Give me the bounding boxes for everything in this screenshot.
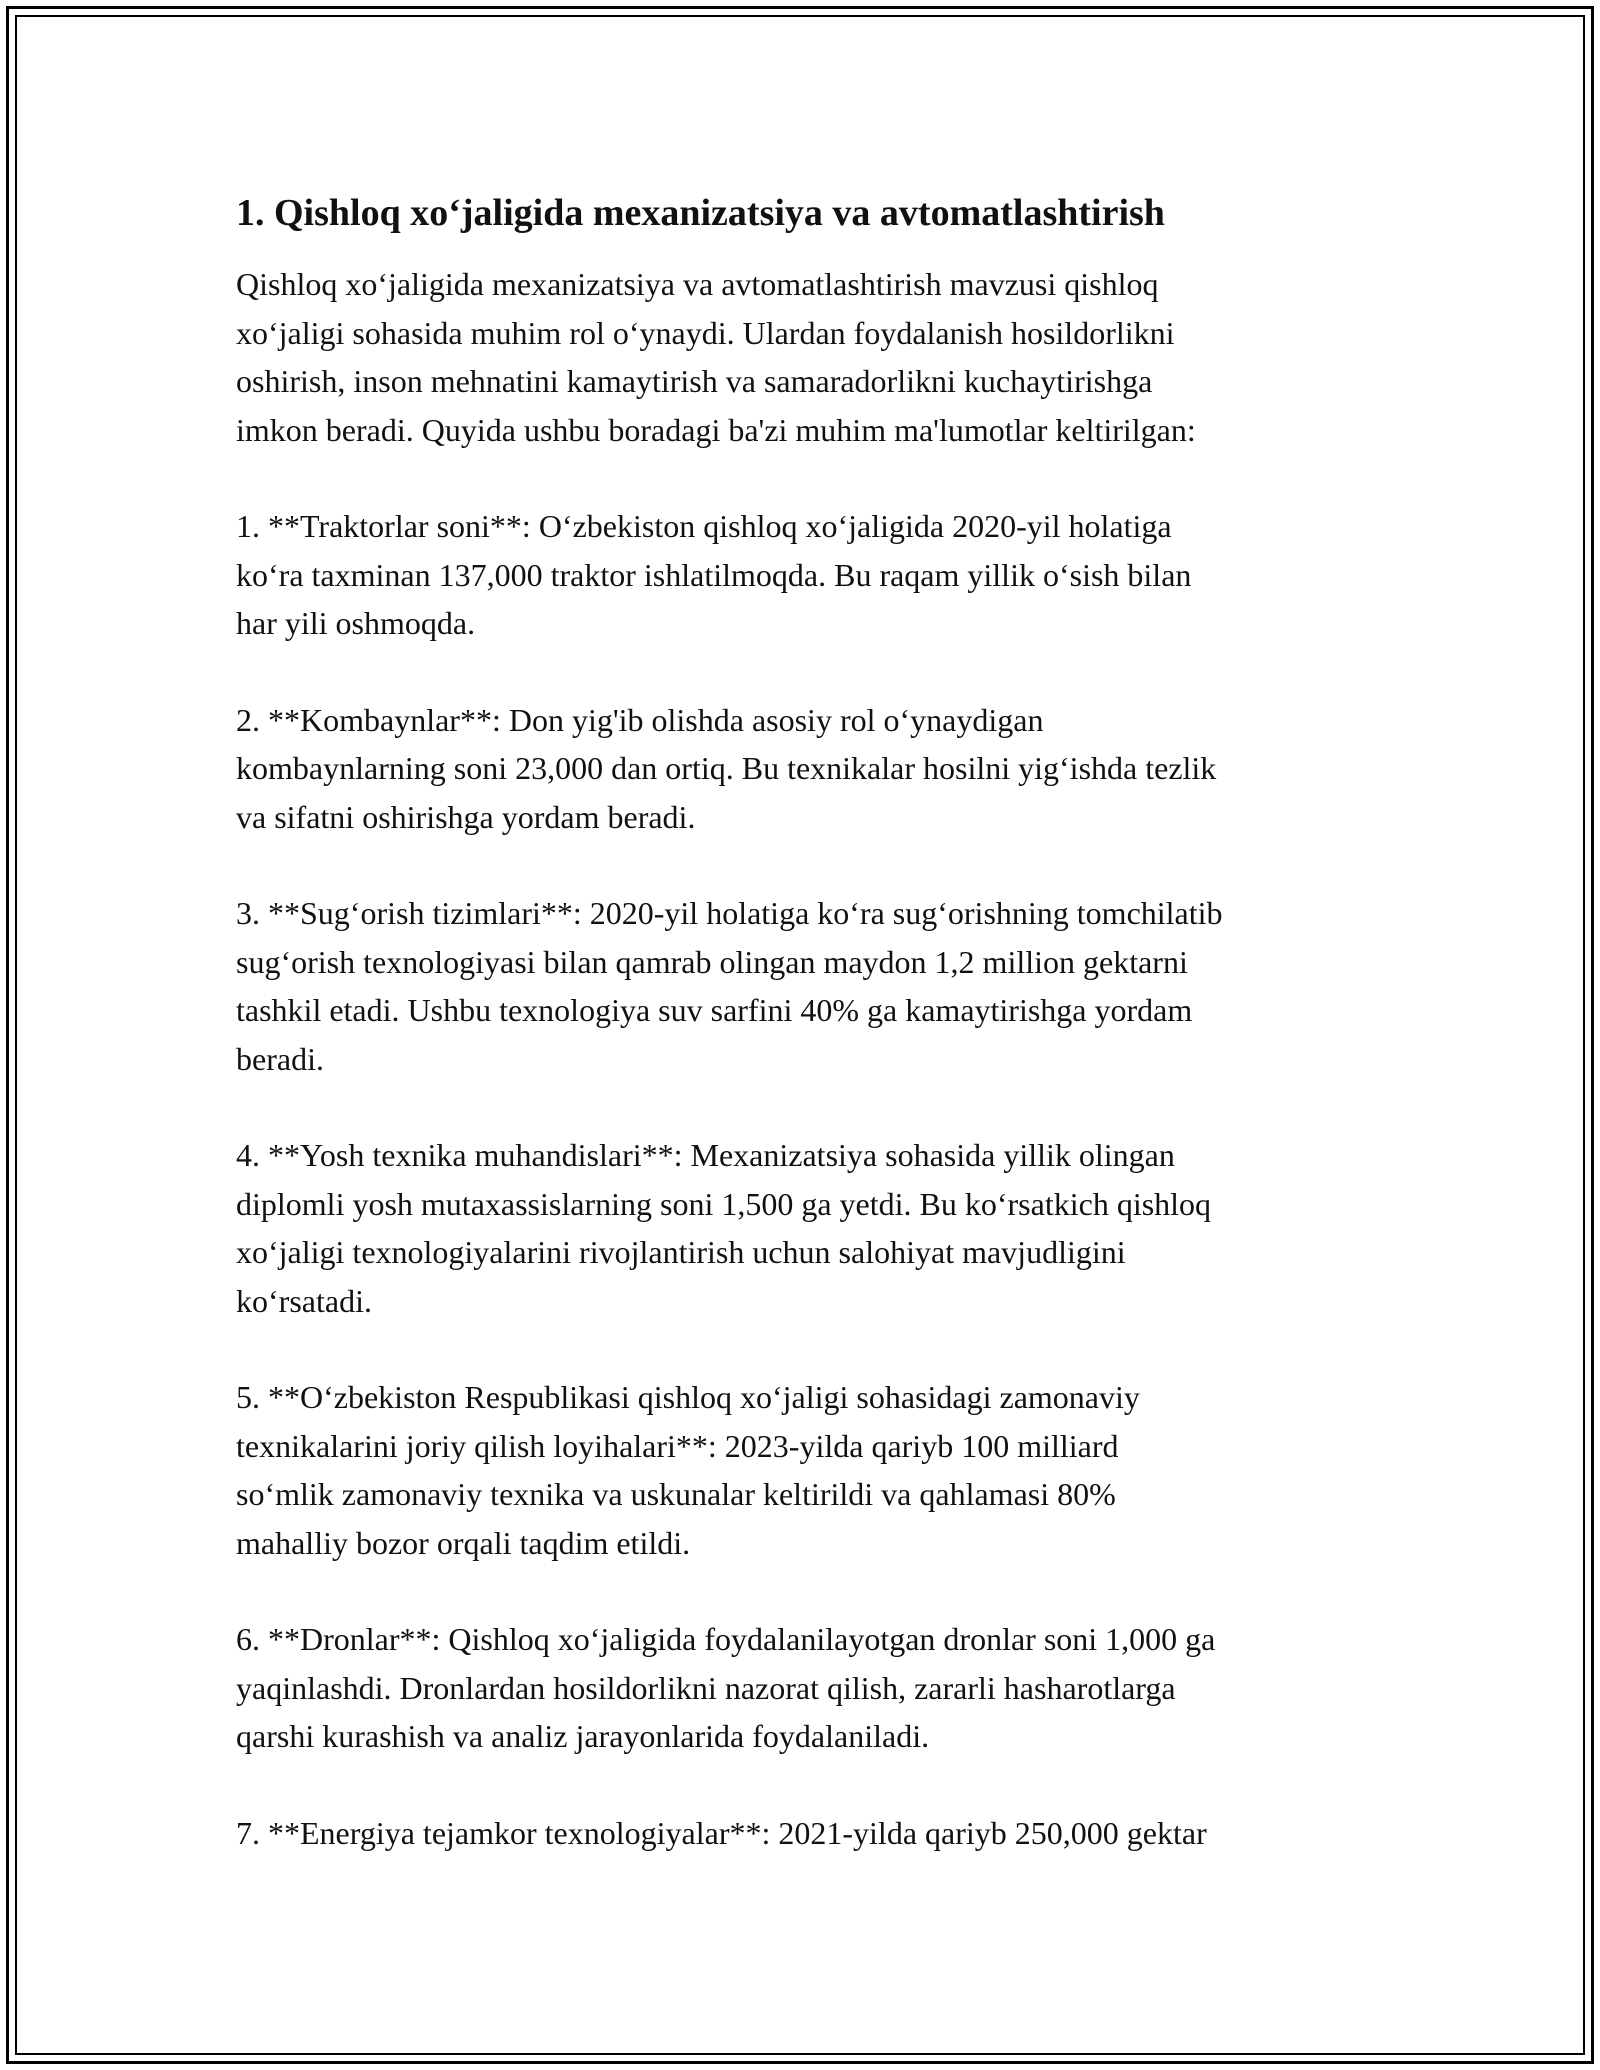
paragraph-line: mahalliy bozor orqali taqdim etildi.	[236, 1524, 691, 1561]
paragraph-line: har yili oshmoqda.	[236, 605, 476, 641]
paragraph-line: 3. **Sug‘orish tizimlari**: 2020-yil holatiga ko‘ra sug‘orishning tomchilatib	[236, 895, 1223, 931]
list-item-energy	[236, 1809, 1386, 1858]
list-item-combines	[236, 696, 1386, 842]
paragraph-line: texnikalarini joriy qilish loyihalari**: 2023-yilda qariyb 100 milliard	[236, 1427, 1119, 1464]
paragraph-line: kombaynlarning soni 23,000 dan ortiq. Bu texnikalar hosilni yig‘ishda tezlik	[236, 750, 1217, 786]
document-body	[236, 188, 1386, 1905]
document-title: 1. Qishloq xo‘jaligida mexanizatsiya va avtomatlashtirish	[236, 192, 1165, 234]
paragraph-line: Qishloq xo‘jaligida mexanizatsiya va avtomatlashtirish mavzusi qishloq	[236, 266, 1159, 302]
intro-paragraph	[236, 260, 1386, 454]
list-item-projects	[236, 1373, 1386, 1567]
paragraph-line: ko‘rsatadi.	[236, 1282, 372, 1319]
paragraph-line: xo‘jaligi texnologiyalarini rivojlantirish uchun salohiyat mavjudligini	[236, 1234, 1126, 1270]
list-item-tractors	[236, 502, 1386, 648]
paragraph-line: yaqinlashdi. Dronlardan hosildorlikni nazorat qilish, zararli hasharotlarga	[236, 1669, 1176, 1706]
paragraph-line: qarshi kurashish va analiz jarayonlarida foydalaniladi.	[236, 1718, 930, 1754]
paragraph-line: 4. **Yosh texnika muhandislari**: Mexanizatsiya sohasida yillik olingan	[236, 1137, 1175, 1173]
paragraph-line: oshirish, inson mehnatini kamaytirish va samaradorlikni kuchaytirishga	[236, 363, 1153, 399]
paragraph-line: sug‘orish texnologiyasi bilan qamrab olingan maydon 1,2 million gektarni	[236, 943, 1188, 980]
paragraph-line: diplomli yosh mutaxassislarning soni 1,500 ga yetdi. Bu ko‘rsatkich qishloq	[236, 1185, 1212, 1222]
paragraph-line: tashkil etadi. Ushbu texnologiya suv sarfini 40% ga kamaytirishga yordam	[236, 992, 1193, 1028]
paragraph-line: imkon beradi. Quyida ushbu boradagi ba'zi muhim ma'lumotlar keltirilgan:	[236, 411, 1196, 448]
list-item-drones	[236, 1615, 1386, 1761]
paragraph-line: 6. **Dronlar**: Qishloq xo‘jaligida foydalanilayotgan dronlar soni 1,000 ga	[236, 1621, 1216, 1657]
paragraph-line: so‘mlik zamonaviy texnika va uskunalar keltirildi va qahlamasi 80%	[236, 1476, 1116, 1512]
list-item-irrigation	[236, 889, 1386, 1083]
paragraph-line: ko‘ra taxminan 137,000 traktor ishlatilmoqda. Bu raqam yillik o‘sish bilan	[236, 556, 1192, 593]
paragraph-line: 5. **O‘zbekiston Respublikasi qishloq xo‘jaligi sohasidagi zamonaviy	[236, 1379, 1140, 1415]
paragraph-line: 1. **Traktorlar soni**: O‘zbekiston qishloq xo‘jaligida 2020-yil holatiga	[236, 508, 1172, 544]
paragraph-line: 7. **Energiya tejamkor texnologiyalar**: 2021-yilda qariyb 250,000 gektar	[236, 1814, 1207, 1851]
list-item-engineers	[236, 1131, 1386, 1325]
paragraph-line: xo‘jaligi sohasida muhim rol o‘ynaydi. Ulardan foydalanish hosildorlikni	[236, 314, 1175, 351]
paragraph-line: beradi.	[236, 1040, 324, 1077]
paragraph-line: va sifatni oshirishga yordam beradi.	[236, 798, 696, 835]
paragraph-line: 2. **Kombaynlar**: Don yig'ib olishda asosiy rol o‘ynaydigan	[236, 701, 1044, 738]
